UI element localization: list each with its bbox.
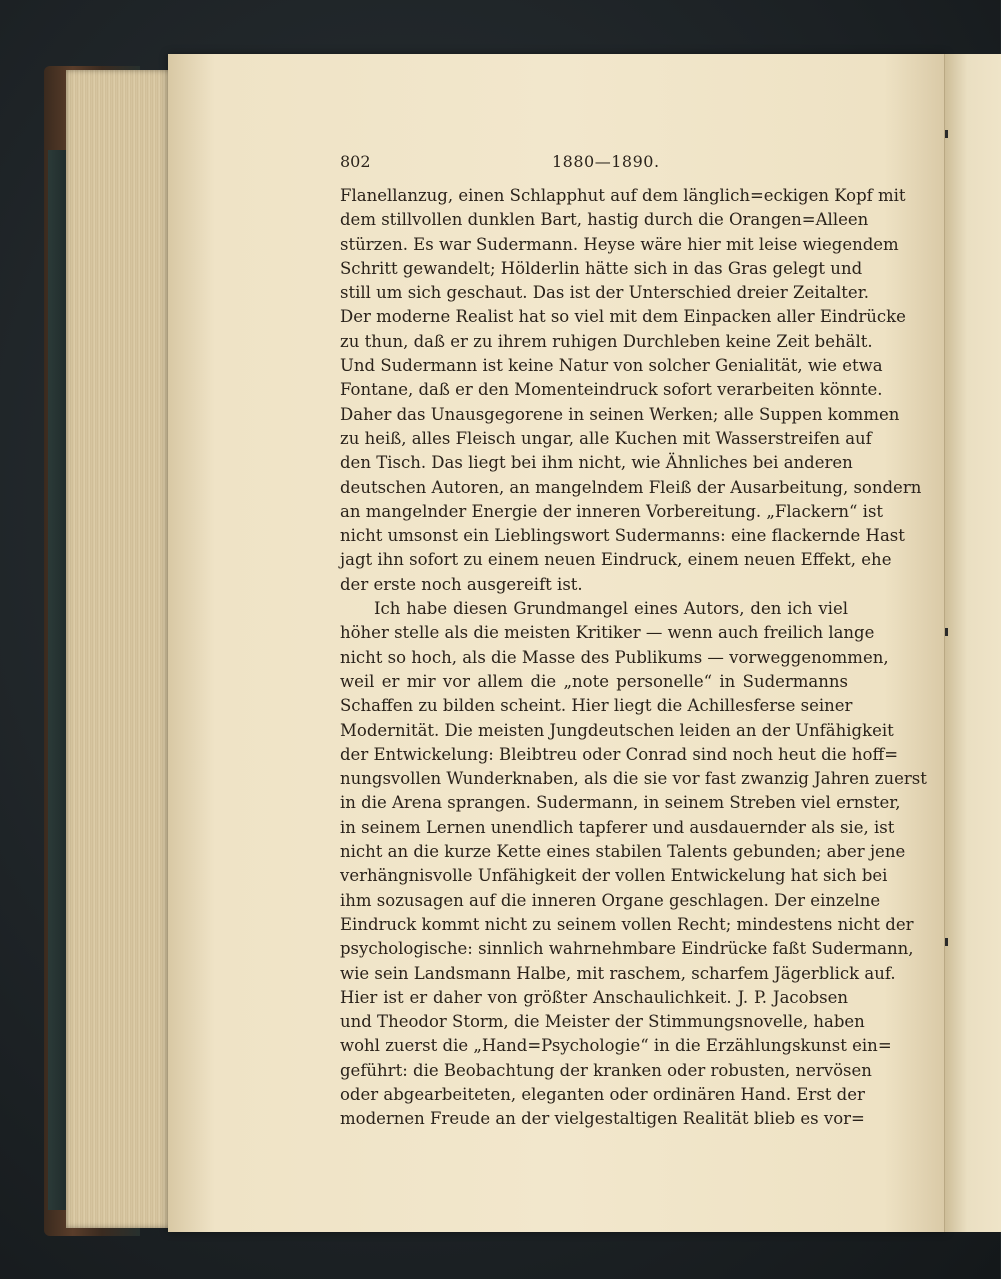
- text-line: nungsvollen Wunderknaben, als die sie vor fast zwanzig Jahren zuerst: [340, 769, 927, 789]
- text-line: der Entwickelung: Bleibtreu oder Conrad sind noch heut die hoff=: [340, 744, 899, 764]
- text-line: Modernität. Die meisten Jungdeutschen leiden an der Unfähigkeit: [340, 720, 894, 740]
- text-line: Hier ist er daher von größter Anschaulichkeit. J. P. Jacobsen: [340, 987, 848, 1007]
- page-header: [340, 152, 860, 176]
- text-line: still um sich geschaut. Das ist der Unterschied dreier Zeitalter.: [340, 283, 870, 303]
- text-line: Eindruck kommt nicht zu seinem vollen Recht; mindestens nicht der: [340, 914, 914, 934]
- text-line: an mangelnder Energie der inneren Vorbereitung. „Flackern“ ist: [340, 501, 884, 521]
- text-line: Fontane, daß er den Momenteindruck sofort verarbeiten könnte.: [340, 380, 883, 400]
- page-margin-mark: [945, 938, 948, 946]
- body-text: [340, 184, 927, 1132]
- text-line: nicht an die kurze Kette eines stabilen Talents gebunden; aber jene: [340, 842, 906, 862]
- text-line: zu thun, daß er zu ihrem ruhigen Durchleben keine Zeit behält.: [340, 331, 873, 351]
- text-line: stürzen. Es war Sudermann. Heyse wäre hier mit leise wiegendem: [340, 234, 899, 254]
- text-line: Daher das Unausgegorene in seinen Werken; alle Suppen kommen: [340, 404, 900, 424]
- facing-page-edge: [944, 54, 1001, 1232]
- running-head: 1880—1890.: [552, 152, 660, 171]
- text-line: Der moderne Realist hat so viel mit dem Einpacken aller Eindrücke: [340, 307, 906, 327]
- text-line: deutschen Autoren, an mangelndem Fleiß der Ausarbeitung, sondern: [340, 477, 922, 497]
- text-line: der erste noch ausgereift ist.: [340, 574, 583, 594]
- text-line: Schritt gewandelt; Hölderlin hätte sich in das Gras gelegt und: [340, 258, 863, 278]
- text-line: Schaffen zu bilden scheint. Hier liegt die Achillesferse seiner: [340, 696, 853, 716]
- text-line: zu heiß, alles Fleisch ungar, alle Kuchen mit Wasserstreifen auf: [340, 428, 872, 448]
- text-line: weil er mir vor allem die „note personelle“ in Sudermanns: [340, 671, 848, 691]
- text-line: wie sein Landsmann Halbe, mit raschem, scharfem Jägerblick auf.: [340, 963, 896, 983]
- page-edges: [66, 70, 176, 1228]
- text-line: modernen Freude an der vielgestaltigen Realität blieb es vor=: [340, 1109, 865, 1129]
- text-line: höher stelle als die meisten Kritiker — wenn auch freilich lange: [340, 623, 875, 643]
- page-margin-mark: [945, 628, 948, 636]
- text-line: psychologische: sinnlich wahrnehmbare Eindrücke faßt Sudermann,: [340, 939, 914, 959]
- text-line: Ich habe diesen Grundmangel eines Autors, den ich viel: [374, 599, 848, 619]
- text-line: dem stillvollen dunklen Bart, hastig durch die Orangen=Alleen: [340, 210, 869, 230]
- text-line: in die Arena sprangen. Sudermann, in seinem Streben viel ernster,: [340, 793, 901, 813]
- text-line: und Theodor Storm, die Meister der Stimmungsnovelle, haben: [340, 1012, 865, 1032]
- text-line: geführt: die Beobachtung der kranken oder robusten, nervösen: [340, 1060, 872, 1080]
- text-line: verhängnisvolle Unfähigkeit der vollen Entwickelung hat sich bei: [340, 866, 888, 886]
- text-line: ihm sozusagen auf die inneren Organe geschlagen. Der einzelne: [340, 890, 881, 910]
- page-number: 802: [340, 152, 371, 171]
- text-line: den Tisch. Das liegt bei ihm nicht, wie Ähnliches bei anderen: [340, 453, 853, 473]
- text-line: in seinem Lernen unendlich tapferer und ausdauernder als sie, ist: [340, 817, 895, 837]
- text-line: nicht so hoch, als die Masse des Publikums — vorweggenommen,: [340, 647, 889, 667]
- text-line: Flanellanzug, einen Schlapphut auf dem länglich=eckigen Kopf mit: [340, 186, 906, 205]
- text-line: Und Sudermann ist keine Natur von solcher Genialität, wie etwa: [340, 356, 883, 376]
- text-line: nicht umsonst ein Lieblingswort Sudermanns: eine flackernde Hast: [340, 526, 905, 546]
- text-line: wohl zuerst die „Hand=Psychologie“ in die Erzählungskunst ein=: [340, 1036, 892, 1056]
- text-line: jagt ihn sofort zu einem neuen Eindruck, einem neuen Effekt, ehe: [340, 550, 892, 570]
- text-line: oder abgearbeiteten, eleganten oder ordinären Hand. Erst der: [340, 1084, 865, 1104]
- page-margin-mark: [945, 130, 948, 138]
